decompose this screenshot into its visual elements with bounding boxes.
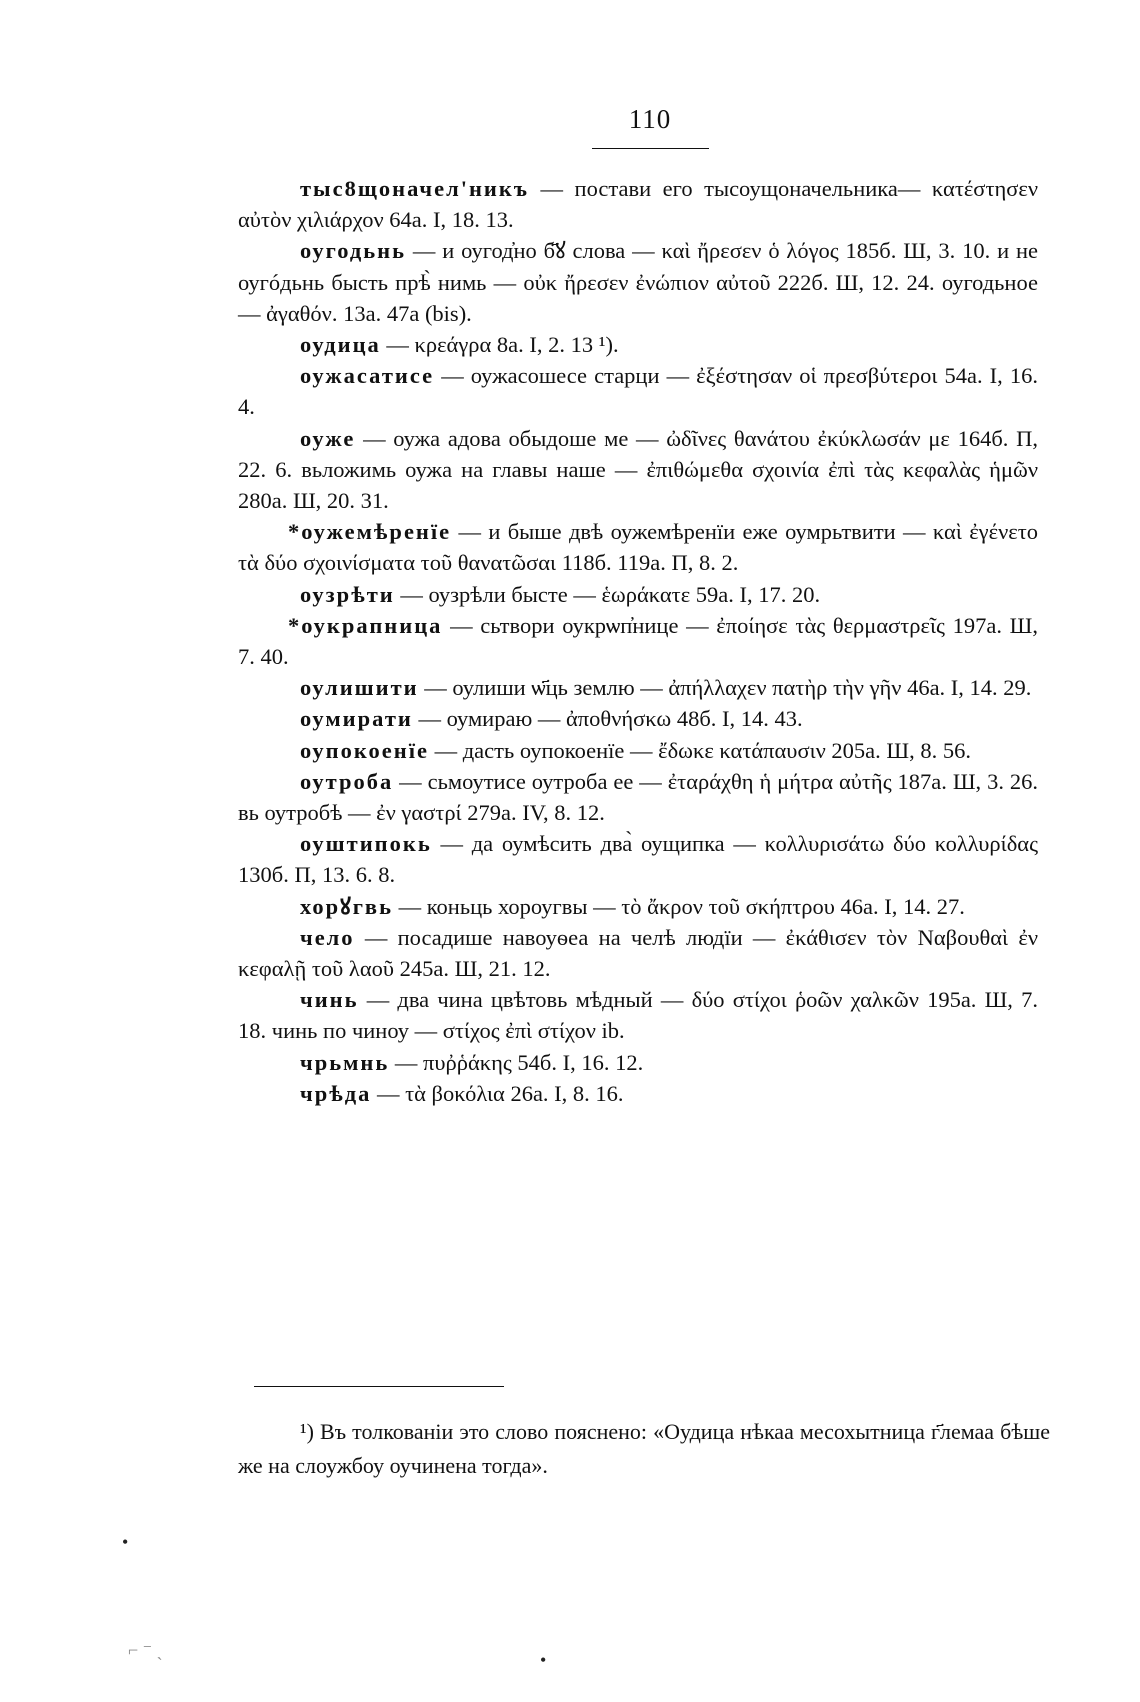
entry xyxy=(238,672,1038,703)
entry-headword: оупокоенїе xyxy=(300,737,429,763)
entry xyxy=(238,329,1038,360)
entry-text: — κρεάγρα 8а. I, 2. 13 ¹). xyxy=(380,332,619,358)
entry-headword: *оукрапница xyxy=(288,612,443,638)
entry-headword: оудица xyxy=(300,332,381,358)
entry-text: — и оугод̓но б҃ꙋ слова — καὶ ἤρεσεν ὁ λόγος 185б. Ш, 3. 10. и не оугóдьнь бысть прѣ̀ нимь — οὐκ ἤρεσεν ἐνώπιον αὐτοῦ 222б. Ш, 12. 24. оугодьное — ἀγαθόν. 13а. 47а (bis). xyxy=(238,238,1038,326)
page-number-rule xyxy=(592,148,709,149)
entry-text: — оумираю — ἀποθνήσκω 48б. I, 14. 43. xyxy=(412,706,803,732)
entry xyxy=(238,423,1038,517)
entry xyxy=(238,766,1038,828)
stray-scribble: ⌐ ⁻ ˎ xyxy=(128,1640,163,1660)
dictionary-entries xyxy=(238,173,1038,1109)
entry-text: — посадише навоуѳеа на челѣ людїи — ἐκάθισεν τὸν Ναβουθαὶ ἐν κεφαλῇ τοῦ λαοῦ 245а. Ш, 21. 12. xyxy=(238,924,1038,982)
entry-text: — оулиши ѡ҃ць землю — ἀπήλλαχεν πατὴρ τὴν γῆν 46а. I, 14. 29. xyxy=(418,675,1032,701)
entry-text: — сьтвори оукрѡп̓нице — ἐποίησε τὰς θερμαστρεῖς 197а. Ш, 7. 40. xyxy=(238,612,1038,670)
entry-text: — оужасошесе старци — ἐξέστησαν οἱ πρεσβύτεροι 54а. I, 16. 4. xyxy=(238,363,1038,420)
entry-text: — коньць хороугвы — τὸ ἄκρον τοῦ σκήπτρου 46а. I, 14. 27. xyxy=(392,893,965,919)
entry xyxy=(238,1047,1038,1078)
entry-text: — дасть оупокоенїе — ἔδωκε κατάπαυσιν 205а. Ш, 8. 56. xyxy=(428,737,971,763)
entry-headword: чинь xyxy=(300,987,359,1013)
entry-headword: хорꙋгвь xyxy=(300,893,393,919)
entry xyxy=(238,703,1038,734)
entry-text: — и быше двѣ оужемѣренїи еже оумрьтвити — καὶ ἐγένετο τὰ δύο σχοινίσματα τοῦ θανατῶσαι 118б. 119а. П, 8. 2. xyxy=(238,519,1038,576)
stray-dot-left: • xyxy=(122,1532,129,1552)
entry xyxy=(238,891,1038,922)
entry-headword: оулишити xyxy=(300,675,419,701)
footnote-marker: ¹) xyxy=(300,1419,314,1444)
entry-headword: оутроба xyxy=(300,768,394,794)
stray-dot-bottom: • xyxy=(540,1650,547,1670)
entry-headword: оугодьнь xyxy=(300,238,407,264)
entry-headword: оуже xyxy=(300,425,356,451)
entry xyxy=(238,360,1038,422)
entry-headword: чрьмнь xyxy=(300,1049,390,1075)
footnote-rule xyxy=(254,1386,504,1387)
entry xyxy=(238,922,1038,984)
entry xyxy=(238,579,1038,610)
page-number: 110 xyxy=(628,104,672,134)
entry xyxy=(238,173,1038,235)
entry xyxy=(238,735,1038,766)
entry-headword: оуштипокь xyxy=(300,831,432,857)
entry xyxy=(238,1078,1038,1109)
entry xyxy=(238,610,1038,672)
entry-headword: оузрѣти xyxy=(300,581,395,607)
entry-headword: тыс8щоначел'никъ xyxy=(300,176,529,201)
entry-headword: оужасатисе xyxy=(300,363,435,389)
entry-text: — сьмоутисе оутроба ее — ἐταράχθη ἡ μήτρα αὐτῆς 187а. Ш, 3. 26. вь оутробѣ — ἐν γαστρί 279а. IV, 8. 12. xyxy=(238,768,1038,826)
entry-text: — два чина цвѣтовь мѣдный — δύο στίχοι ῥοῶν χαλκῶν 195а. Ш, 7. 18. чинь по чиноу — στίχος ἐπὶ στίχον ib. xyxy=(238,987,1038,1044)
entry-headword: чело xyxy=(300,924,355,950)
entry-headword: *оужемѣренїе xyxy=(288,519,452,545)
entry xyxy=(238,516,1038,578)
footnote xyxy=(238,1415,1050,1483)
entry-text: — πυῤῥάκης 54б. I, 16. 12. xyxy=(389,1049,644,1075)
entry xyxy=(238,984,1038,1046)
entry xyxy=(238,828,1038,890)
entry-headword: оумирати xyxy=(300,706,413,732)
footnote-text: Въ толкованіи это слово пояснено: «Оудица нѣкаа месохытница г҃лемаа бѣше же на слоужбоу оучинена тогда». xyxy=(238,1419,1050,1478)
entry xyxy=(238,235,1038,329)
entry-text: — постави его тысоущоначельника— κατέστησεν αὐτὸν χιλιάρχον 64а. I, 18. 13. xyxy=(238,176,1038,233)
entry-text: — оужа адова обыдоше ме — ὠδῖνες θανάτου ἐκύκλωσάν με 164б. П, 22. 6. вьложимь оужа на главы наше — ἐπιθώμεθα σχοινία ἐπὶ τὰς κεφαλὰς ἡμῶν 280а. Ш, 20. 31. xyxy=(238,425,1038,514)
entry-headword: чрѣда xyxy=(300,1080,372,1106)
entry-text: — да оумѣсить два̀ оущипка — κολλυρισάτω δύο κολλυρίδας 130б. П, 13. 6. 8. xyxy=(238,831,1038,888)
entry-text: — оузрѣли бысте — ἑωράκατε 59а. I, 17. 20. xyxy=(394,581,821,607)
entry-text: — τὰ βοκόλια 26а. I, 8. 16. xyxy=(371,1080,624,1106)
